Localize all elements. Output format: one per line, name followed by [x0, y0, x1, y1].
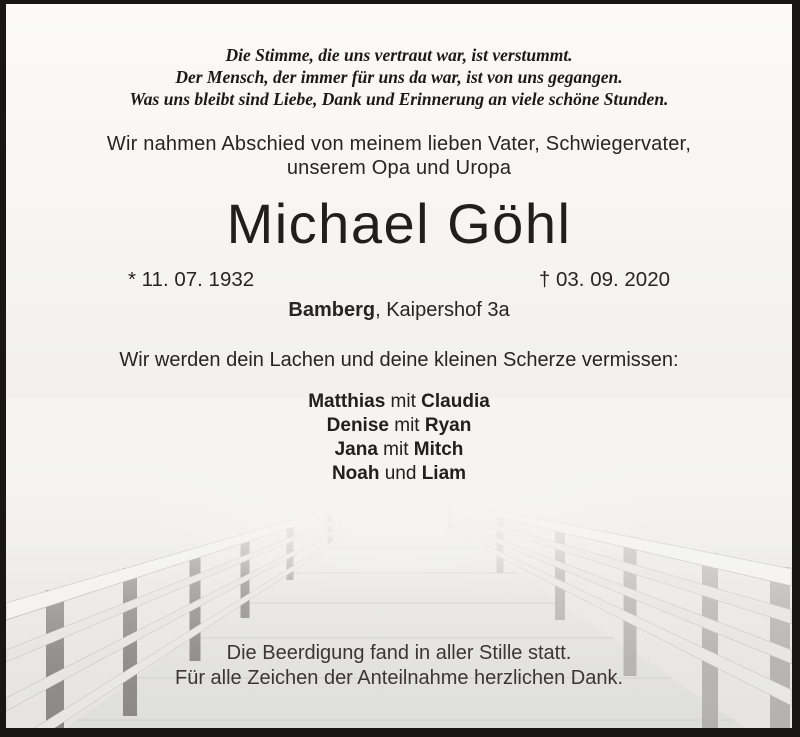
- notice-paper: [6, 4, 792, 728]
- death-date: † 03. 09. 2020: [538, 268, 670, 291]
- family-list: [6, 390, 792, 486]
- residence-city: Bamberg: [288, 299, 376, 321]
- family-name: Matthias: [308, 391, 386, 412]
- family-name: Jana: [334, 439, 378, 460]
- farewell-intro: [6, 132, 792, 180]
- residence-address: , Kaipershof 3a: [375, 299, 510, 321]
- family-conjunction: mit: [388, 415, 425, 436]
- intro-line-2: unserem Opa und Uropa: [286, 157, 512, 179]
- deceased-name: Michael Göhl: [226, 192, 572, 255]
- closing-line-2: Für alle Zeichen der Anteilnahme herzlichen Dank.: [174, 667, 624, 689]
- memorial-verse: [6, 44, 792, 110]
- verse-line-2: Der Mensch, der immer für uns da war, ist von uns gegangen.: [175, 67, 623, 87]
- family-conjunction: mit: [377, 439, 414, 460]
- family-line: [6, 390, 792, 414]
- family-line: [6, 462, 792, 486]
- verse-line-1: Die Stimme, die uns vertraut war, ist verstummt.: [225, 45, 573, 65]
- family-conjunction: und: [379, 463, 422, 484]
- closing-thanks: [6, 641, 792, 691]
- family-line: [6, 438, 792, 462]
- family-name: Denise: [326, 415, 389, 436]
- family-name: Noah: [331, 463, 380, 484]
- family-name: Claudia: [421, 391, 490, 412]
- family-conjunction: mit: [385, 391, 422, 412]
- family-name: Ryan: [424, 415, 472, 436]
- birth-date: * 11. 07. 1932: [128, 268, 255, 291]
- family-line: [6, 414, 792, 438]
- family-name: Mitch: [413, 439, 464, 460]
- intro-line-1: Wir nahmen Abschied von meinem lieben Vater, Schwiegervater,: [106, 133, 692, 155]
- verse-line-3: Was uns bleibt sind Liebe, Dank und Erinnerung an viele schöne Stunden.: [129, 89, 669, 109]
- family-name: Liam: [421, 463, 467, 484]
- closing-line-1: Die Beerdigung fand in aller Stille statt.: [226, 642, 572, 664]
- missing-line: Wir werden dein Lachen und deine kleinen Scherze vermissen:: [119, 349, 679, 371]
- life-dates: [6, 268, 792, 292]
- residence-line: [6, 298, 792, 322]
